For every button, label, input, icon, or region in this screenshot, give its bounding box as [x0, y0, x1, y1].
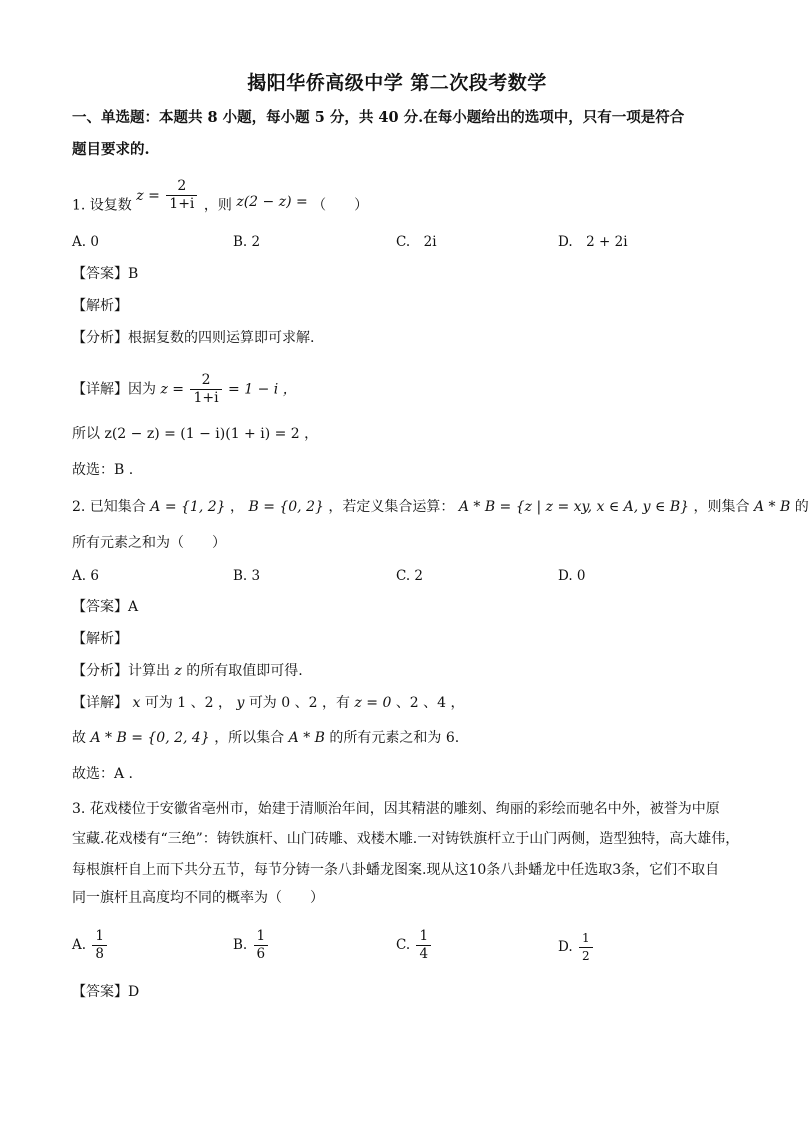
q2-gu-set: A * B = {0, 2, 4} — [90, 730, 210, 746]
q2-detail-b: 可为 1 、2 ， — [144, 695, 232, 711]
q1-option-d: D. 2 + 2i — [558, 234, 628, 250]
section-heading-line1: 一、单选题：本题共 8 小题，每小题 5 分，共 40 分.在每小题给出的选项中，只有一项是符合 — [72, 109, 685, 126]
q3-option-a-fraction — [92, 928, 107, 963]
q3-option-d-label: D. — [558, 939, 573, 955]
question-1-stem — [72, 178, 369, 223]
q3-option-b-fraction — [254, 928, 269, 963]
q2-detail-y: y — [236, 695, 245, 711]
q1-detail-rest: = 1 − i ， — [228, 381, 297, 398]
question-3-line1: 3. 花戏楼位于安徽省亳州市，始建于清顺治年间，因其精湛的雕刻、绚丽的彩绘而驰名中外，被誉为中原 — [72, 801, 720, 817]
q3-option-d — [558, 930, 595, 965]
q3-option-c — [396, 928, 433, 963]
q2-detail — [72, 693, 465, 713]
q2-detail-a: 【详解】 — [72, 695, 128, 711]
q1-fraction — [166, 178, 197, 213]
q3-option-b-label: B. — [233, 937, 248, 953]
q1-choose: 故选：B . — [72, 462, 134, 478]
q2-gu-a-star-b: A * B — [288, 730, 325, 746]
q1-fenxi: 【分析】根据复数的四则运算即可求解. — [72, 330, 315, 346]
q1-option-a: A. 0 — [72, 234, 99, 250]
q1-option-b: B. 2 — [233, 234, 261, 250]
q2-choose: 故选：A . — [72, 766, 134, 782]
q2-comma1: ， — [230, 499, 244, 515]
q3-option-b-num: 1 — [256, 928, 266, 944]
q1-answer: 【答案】B — [72, 266, 139, 282]
q1-detail — [72, 372, 297, 407]
q2-fenxi — [72, 661, 303, 681]
q2-detail-c: 可为 0 、2 ，有 — [248, 695, 350, 711]
q3-option-c-fraction — [416, 928, 431, 963]
q1-detail-fraction — [190, 372, 221, 407]
question-3-line3: 每根旗杆自上而下共分五节，每节分铸一条八卦蟠龙图案.现从这10条八卦蟠龙中任选取3条，它们不取自 — [72, 862, 720, 878]
q1-frac-num: 2 — [177, 178, 187, 194]
q1-detail-prefix: 【详解】因为 — [72, 381, 156, 398]
q2-answer: 【答案】A — [72, 599, 139, 615]
q3-option-b — [233, 928, 270, 963]
q3-option-a-label: A. — [72, 937, 87, 953]
q3-option-d-den: 2 — [579, 947, 593, 965]
q2-line1-a: 2. 已知集合 — [72, 499, 146, 515]
q2-line1-d: 的 — [794, 499, 809, 515]
q1-z-eq: z = — [136, 187, 160, 204]
q2-fenxi-z: z — [174, 663, 182, 679]
q2-a-star-b: A * B — [753, 499, 791, 515]
q2-option-b: B. 3 — [233, 568, 261, 584]
q2-line1-c: ，则集合 — [693, 499, 750, 515]
q1-detail-num: 2 — [201, 372, 211, 388]
q3-option-a-num: 1 — [95, 928, 104, 944]
q3-option-c-label: C. — [396, 937, 411, 953]
q2-operation: A * B = {z | z = xy, x ∈ A, y ∈ B} — [458, 499, 690, 515]
q2-analysis-tag: 【解析】 — [72, 631, 128, 647]
q1-prefix: 1. 设复数 — [72, 197, 132, 214]
q2-gu-b: ，所以集合 — [214, 730, 285, 746]
q2-option-a: A. 6 — [72, 568, 99, 584]
q2-option-d: D. 0 — [558, 568, 586, 584]
q1-blank: （ ） — [312, 197, 369, 214]
q2-detail-d: 、2 、4 ， — [395, 695, 465, 711]
q2-line1-b: ，若定义集合运算： — [328, 499, 455, 515]
q2-detail-z: z = 0 — [354, 695, 392, 711]
question-2-stem-line2: 所有元素之和为（ ） — [72, 535, 226, 551]
q1-expr: z(2 − z) = — [236, 193, 308, 210]
q3-option-b-den: 6 — [254, 945, 269, 963]
q3-option-c-num: 1 — [419, 928, 429, 944]
q2-fenxi-a: 【分析】计算出 — [72, 663, 170, 679]
section-heading-line2: 题目要求的. — [72, 141, 150, 158]
question-3-line2: 宝藏.花戏楼有“三绝”：铸铁旗杆、山门砖雕、戏楼木雕.一对铸铁旗杆立于山门两侧，造型独特，高大雄伟， — [72, 831, 740, 847]
q1-detail-den: 1+i — [190, 389, 221, 407]
q3-option-d-num: 1 — [581, 931, 590, 945]
q3-option-d-fraction — [579, 930, 593, 965]
question-2-stem-line1 — [72, 497, 809, 517]
q1-option-c: C. 2i — [396, 234, 437, 250]
q3-option-a — [72, 928, 109, 963]
q1-frac-den: 1+i — [166, 195, 197, 213]
q1-detail-z: z = — [160, 381, 185, 398]
q1-analysis-tag: 【解析】 — [72, 298, 128, 314]
q2-gu-c: 的所有元素之和为 6. — [329, 730, 460, 746]
q2-gu-a: 故 — [72, 730, 86, 746]
q3-answer: 【答案】D — [72, 984, 140, 1000]
q1-mid: ，则 — [203, 197, 232, 214]
q2-detail-x: x — [132, 695, 141, 711]
q2-set-a: A = {1, 2} — [150, 499, 226, 515]
q2-set-b: B = {0, 2} — [248, 499, 324, 515]
question-3-line4: 同一旗杆且高度均不同的概率为（ ） — [72, 890, 324, 906]
q1-detail-line2: 所以 z(2 − z) = (1 − i)(1 + i) = 2 ， — [72, 426, 319, 442]
page-title: 揭阳华侨高级中学 第二次段考数学 — [247, 72, 547, 94]
q2-fenxi-b: 的所有取值即可得. — [186, 663, 303, 679]
q2-conclusion — [72, 728, 459, 748]
q2-option-c: C. 2 — [396, 568, 424, 584]
q3-option-a-den: 8 — [92, 945, 107, 963]
q3-option-c-den: 4 — [416, 945, 431, 963]
